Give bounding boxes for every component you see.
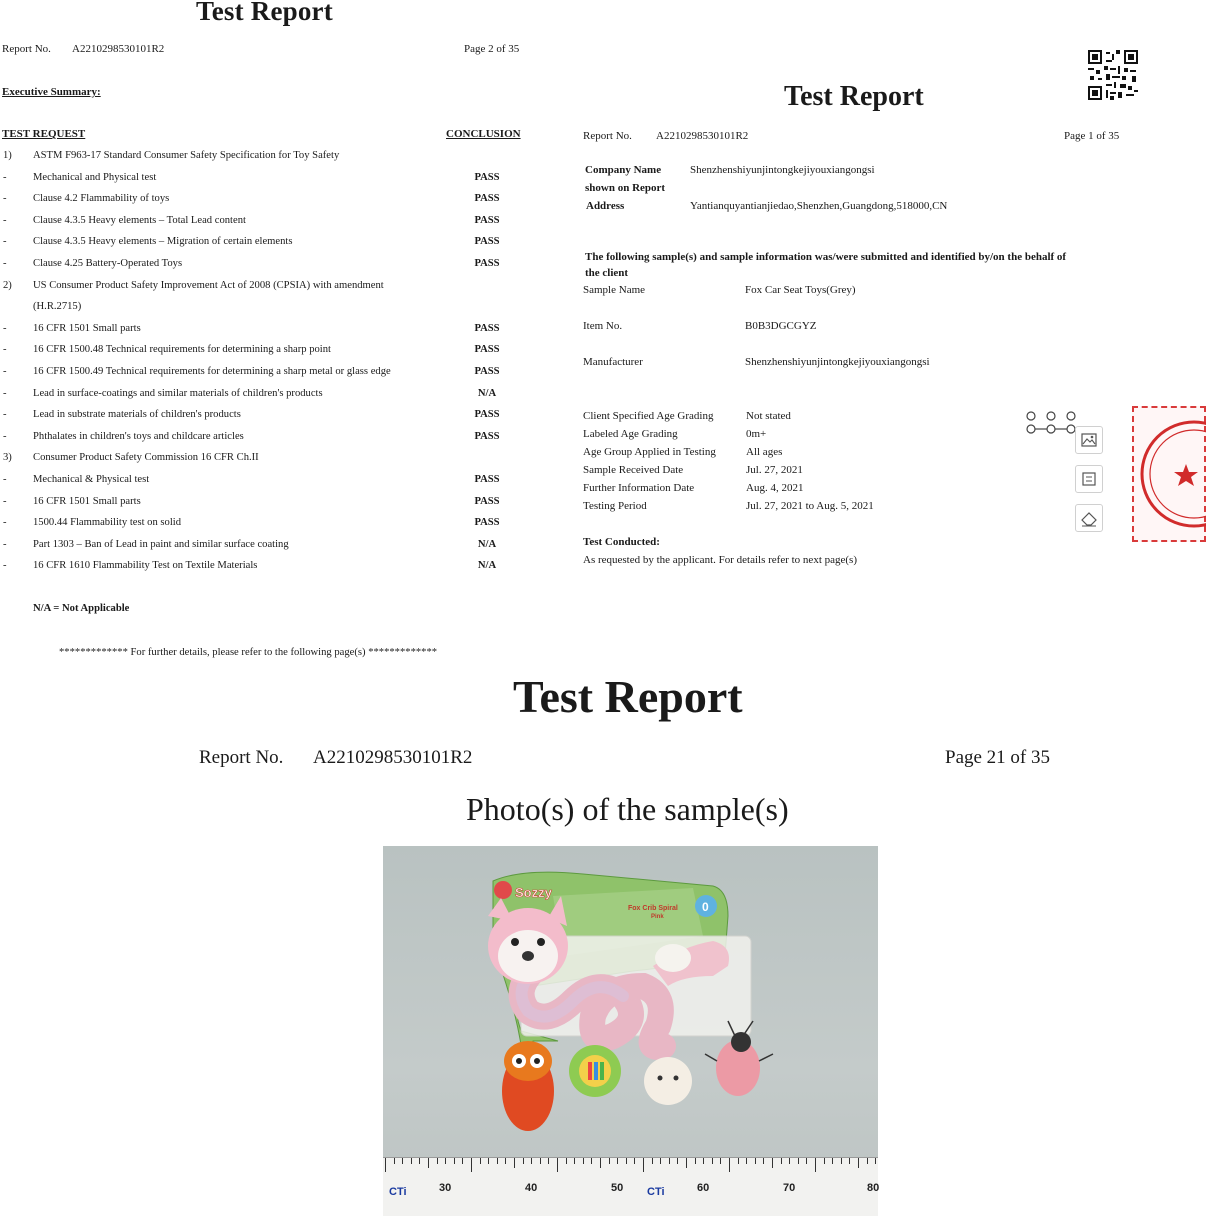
field-label: Testing Period bbox=[583, 500, 647, 512]
test-request-row bbox=[0, 258, 540, 276]
ruler-tick bbox=[660, 1158, 661, 1164]
ruler-tick bbox=[634, 1158, 635, 1164]
row-text: 16 CFR 1610 Flammability Test on Textile Materials bbox=[33, 560, 258, 572]
ruler-tick bbox=[540, 1158, 541, 1164]
test-request-row bbox=[0, 409, 540, 427]
further-details-note: ************* For further details, please refer to the following page(s) ************* bbox=[59, 647, 438, 658]
row-text: Clause 4.3.5 Heavy elements – Total Lead content bbox=[33, 214, 246, 226]
row-text: 16 CFR 1501 Small parts bbox=[33, 495, 141, 507]
row-conclusion: N/A bbox=[477, 560, 497, 572]
ruler-tick bbox=[806, 1158, 807, 1164]
intro-text-2: the client bbox=[585, 267, 629, 279]
row-conclusion: PASS bbox=[474, 322, 500, 334]
image-icon bbox=[1076, 427, 1102, 453]
ruler-tick bbox=[385, 1158, 386, 1172]
row-text: Clause 4.25 Battery-Operated Toys bbox=[33, 258, 183, 269]
test-request-row bbox=[0, 474, 540, 492]
row-number: - bbox=[3, 366, 7, 377]
ruler-tick bbox=[609, 1158, 610, 1164]
eraser-tool-button[interactable] bbox=[1075, 504, 1103, 532]
ruler-brand: CTi bbox=[389, 1186, 407, 1198]
ruler-tick bbox=[798, 1158, 799, 1164]
row-text: 16 CFR 1500.49 Technical requirements for determining a sharp metal or glass edge bbox=[33, 366, 391, 377]
row-number: 1) bbox=[3, 150, 12, 161]
row-number: - bbox=[3, 409, 7, 421]
row-text: ASTM F963-17 Standard Consumer Safety Specification for Toy Safety bbox=[33, 150, 340, 161]
measuring-ruler bbox=[383, 1157, 878, 1216]
ruler-tick bbox=[462, 1158, 463, 1164]
connect-nodes-icon[interactable] bbox=[1025, 410, 1077, 436]
ruler-tick bbox=[488, 1158, 489, 1164]
sample-photo bbox=[383, 846, 878, 1216]
certification-stamp bbox=[1132, 406, 1206, 542]
executive-summary-heading: Executive Summary: bbox=[2, 86, 101, 98]
ruler-tick bbox=[686, 1158, 687, 1168]
red-seal-icon bbox=[1134, 408, 1204, 540]
row-number: - bbox=[3, 560, 7, 572]
row-conclusion: PASS bbox=[474, 214, 500, 226]
test-request-row bbox=[0, 560, 540, 578]
test-request-row bbox=[0, 150, 540, 168]
sample-name-value: Fox Car Seat Toys(Grey) bbox=[745, 284, 856, 296]
report-title: Test Report bbox=[196, 0, 333, 26]
ruler-tick bbox=[437, 1158, 438, 1164]
row-number: - bbox=[3, 193, 7, 205]
ruler-tick bbox=[557, 1158, 558, 1172]
row-number: - bbox=[3, 214, 7, 226]
ruler-tick bbox=[849, 1158, 850, 1164]
ruler-brand: CTi bbox=[647, 1186, 665, 1198]
test-request-row bbox=[0, 366, 540, 384]
ruler-label: 40 bbox=[525, 1182, 538, 1194]
ruler-tick bbox=[583, 1158, 584, 1164]
row-text: Mechanical and Physical test bbox=[33, 171, 157, 183]
ruler-tick bbox=[394, 1158, 395, 1164]
ruler-tick bbox=[548, 1158, 549, 1164]
field-label: Client Specified Age Grading bbox=[583, 410, 714, 422]
report-title: Test Report bbox=[513, 671, 743, 722]
row-text: Part 1303 – Ban of Lead in paint and similar surface coating bbox=[33, 538, 289, 550]
test-request-row bbox=[0, 193, 540, 211]
field-value: Jul. 27, 2021 to Aug. 5, 2021 bbox=[746, 500, 874, 512]
row-number: - bbox=[3, 474, 7, 485]
package-label: Fox Crib Spiral bbox=[628, 905, 678, 912]
photo-heading: Photo(s) of the sample(s) bbox=[466, 791, 789, 827]
ruler-tick bbox=[815, 1158, 816, 1172]
test-request-row bbox=[0, 539, 540, 557]
ruler-tick bbox=[677, 1158, 678, 1164]
ruler-tick bbox=[523, 1158, 524, 1164]
row-conclusion: PASS bbox=[474, 517, 500, 529]
manufacturer-value: Shenzhenshiyunjintongkejiyouxiangongsi bbox=[745, 356, 930, 368]
ruler-tick bbox=[858, 1158, 859, 1168]
field-label: Further Information Date bbox=[583, 482, 695, 494]
test-request-row bbox=[0, 280, 540, 298]
report-no-label: Report No. bbox=[2, 43, 51, 55]
ruler-tick bbox=[755, 1158, 756, 1164]
test-request-row bbox=[0, 517, 540, 535]
row-text: Mechanical & Physical test bbox=[33, 474, 150, 485]
row-text: 16 CFR 1500.48 Technical requirements for determining a sharp point bbox=[33, 344, 331, 356]
field-value: Jul. 27, 2021 bbox=[746, 464, 803, 476]
brand-logo: Sozzy bbox=[515, 885, 552, 900]
row-number: - bbox=[3, 430, 7, 442]
package-age: 0 bbox=[702, 900, 709, 914]
row-text: Clause 4.3.5 Heavy elements – Migration of certain elements bbox=[33, 236, 293, 248]
ruler-tick bbox=[617, 1158, 618, 1164]
row-conclusion: PASS bbox=[474, 344, 500, 356]
test-request-row bbox=[0, 388, 540, 406]
report-no: A2210298530101R2 bbox=[313, 747, 473, 768]
ruler-label: 50 bbox=[611, 1182, 624, 1194]
field-value: Not stated bbox=[746, 410, 791, 422]
cover-report-page bbox=[570, 40, 1200, 640]
company-name-label-2: shown on Report bbox=[585, 182, 666, 194]
test-conducted-label: Test Conducted: bbox=[583, 536, 660, 548]
eraser-icon bbox=[1076, 505, 1102, 531]
ruler-tick bbox=[875, 1158, 876, 1164]
row-text: Lead in surface-coatings and similar materials of children's products bbox=[33, 387, 323, 399]
test-request-header: TEST REQUEST bbox=[2, 128, 86, 140]
ruler-tick bbox=[454, 1158, 455, 1164]
company-name-value: Shenzhenshiyunjintongkejiyouxiangongsi bbox=[690, 164, 875, 176]
item-no-label: Item No. bbox=[583, 320, 623, 332]
ruler-tick bbox=[566, 1158, 567, 1164]
qr-code bbox=[1088, 50, 1138, 100]
ruler-tick bbox=[626, 1158, 627, 1164]
page-number: Page 21 of 35 bbox=[945, 747, 1051, 768]
ruler-label: 80 bbox=[867, 1182, 880, 1194]
report-no-label: Report No. bbox=[583, 130, 632, 142]
report-no: A2210298530101R2 bbox=[656, 130, 749, 142]
row-conclusion: N/A bbox=[477, 387, 497, 399]
ruler-label: 60 bbox=[697, 1182, 710, 1194]
conclusion-header: CONCLUSION bbox=[446, 128, 521, 140]
test-request-row bbox=[0, 301, 540, 319]
row-conclusion: PASS bbox=[474, 430, 500, 442]
test-request-row bbox=[0, 496, 540, 514]
sample-name-label: Sample Name bbox=[583, 284, 646, 296]
report-title: Test Report bbox=[784, 81, 924, 112]
field-label: Labeled Age Grading bbox=[583, 428, 678, 440]
row-text: Phthalates in children's toys and childcare articles bbox=[33, 430, 244, 442]
row-number: - bbox=[3, 538, 7, 550]
company-name-label: Company Name bbox=[585, 164, 662, 176]
ruler-tick bbox=[781, 1158, 782, 1164]
test-conducted-text: As requested by the applicant. For details refer to next page(s) bbox=[583, 554, 857, 566]
ruler-tick bbox=[652, 1158, 653, 1164]
manufacturer-label: Manufacturer bbox=[583, 356, 643, 368]
intro-text: The following sample(s) and sample information was/were submitted and identified by/on the behalf of bbox=[585, 251, 1067, 263]
row-conclusion: PASS bbox=[474, 258, 500, 269]
ruler-label: 70 bbox=[783, 1182, 796, 1194]
test-request-row bbox=[0, 344, 540, 362]
ruler-tick bbox=[643, 1158, 644, 1172]
address-value: Yantianquyantianjiedao,Shenzhen,Guangdong,518000,CN bbox=[690, 200, 948, 212]
ruler-tick bbox=[738, 1158, 739, 1164]
ruler-tick bbox=[789, 1158, 790, 1164]
item-no-value: B0B3DGCGYZ bbox=[745, 320, 817, 332]
ruler-tick bbox=[746, 1158, 747, 1164]
report-no-label: Report No. bbox=[199, 747, 284, 768]
row-conclusion: PASS bbox=[474, 193, 500, 205]
row-conclusion: PASS bbox=[474, 409, 500, 421]
summary-report-page bbox=[0, 0, 560, 665]
test-request-row bbox=[0, 452, 540, 470]
ruler-tick bbox=[497, 1158, 498, 1164]
field-value: Aug. 4, 2021 bbox=[746, 482, 804, 494]
ruler-tick bbox=[720, 1158, 721, 1164]
field-label: Age Group Applied in Testing bbox=[583, 446, 716, 458]
row-conclusion: N/A bbox=[477, 538, 497, 550]
ruler-tick bbox=[402, 1158, 403, 1164]
field-value: All ages bbox=[746, 446, 783, 458]
ruler-tick bbox=[729, 1158, 730, 1172]
page-number: Page 2 of 35 bbox=[464, 43, 520, 55]
row-number: - bbox=[3, 236, 7, 248]
row-text: (H.R.2715) bbox=[33, 301, 82, 313]
ruler-tick bbox=[505, 1158, 506, 1164]
image-tool-button[interactable] bbox=[1075, 426, 1103, 454]
row-text: 16 CFR 1501 Small parts bbox=[33, 322, 141, 334]
ruler-tick bbox=[669, 1158, 670, 1164]
ruler-tick bbox=[411, 1158, 412, 1164]
report-no: A2210298530101R2 bbox=[72, 43, 165, 55]
page-number: Page 1 of 35 bbox=[1064, 130, 1120, 142]
ruler-tick bbox=[712, 1158, 713, 1164]
address-label: Address bbox=[586, 200, 625, 212]
field-value: 0m+ bbox=[746, 428, 767, 440]
ruler-tick bbox=[695, 1158, 696, 1164]
test-request-row bbox=[0, 236, 540, 254]
row-text: US Consumer Product Safety Improvement Act of 2008 (CPSIA) with amendment bbox=[33, 279, 384, 291]
ruler-tick bbox=[480, 1158, 481, 1164]
ruler-tick bbox=[574, 1158, 575, 1164]
ruler-tick bbox=[867, 1158, 868, 1164]
ruler-tick bbox=[419, 1158, 420, 1164]
ruler-tick bbox=[832, 1158, 833, 1164]
ruler-tick bbox=[824, 1158, 825, 1164]
row-number: - bbox=[3, 322, 7, 334]
ruler-tick bbox=[445, 1158, 446, 1164]
row-text: Clause 4.2 Flammability of toys bbox=[33, 193, 170, 205]
package-sub: Pink bbox=[651, 914, 664, 920]
ruler-tick bbox=[763, 1158, 764, 1164]
row-number: 2) bbox=[3, 279, 12, 291]
ruler-tick bbox=[531, 1158, 532, 1164]
row-conclusion: PASS bbox=[474, 495, 500, 507]
row-number: - bbox=[3, 517, 7, 529]
ruler-tick bbox=[841, 1158, 842, 1164]
test-request-row bbox=[0, 215, 540, 233]
row-conclusion: PASS bbox=[474, 236, 500, 248]
toy-illustration bbox=[383, 846, 878, 1158]
ruler-tick bbox=[772, 1158, 773, 1168]
ruler-tick bbox=[471, 1158, 472, 1172]
field-label: Sample Received Date bbox=[583, 464, 684, 476]
row-number: - bbox=[3, 387, 7, 399]
photo-report-page bbox=[163, 668, 1099, 1219]
test-request-row bbox=[0, 323, 540, 341]
na-note: N/A = Not Applicable bbox=[33, 603, 130, 614]
ruler-label: 30 bbox=[439, 1182, 452, 1194]
test-request-row bbox=[0, 431, 540, 449]
crop-icon bbox=[1076, 466, 1102, 492]
row-text: Consumer Product Safety Commission 16 CFR Ch.II bbox=[33, 452, 259, 464]
row-conclusion: PASS bbox=[474, 171, 500, 183]
row-number: - bbox=[3, 495, 7, 507]
row-conclusion: PASS bbox=[474, 474, 500, 485]
row-number: - bbox=[3, 171, 7, 183]
row-number: - bbox=[3, 344, 7, 356]
ruler-tick bbox=[428, 1158, 429, 1168]
row-conclusion: PASS bbox=[474, 366, 500, 377]
row-number: - bbox=[3, 258, 7, 269]
ruler-tick bbox=[591, 1158, 592, 1164]
ruler-tick bbox=[703, 1158, 704, 1164]
ruler-tick bbox=[600, 1158, 601, 1168]
row-number: 3) bbox=[3, 452, 12, 464]
row-text: 1500.44 Flammability test on solid bbox=[33, 517, 182, 529]
ruler-tick bbox=[514, 1158, 515, 1168]
crop-tool-button[interactable] bbox=[1075, 465, 1103, 493]
test-request-row bbox=[0, 172, 540, 190]
row-text: Lead in substrate materials of children's products bbox=[33, 409, 241, 421]
